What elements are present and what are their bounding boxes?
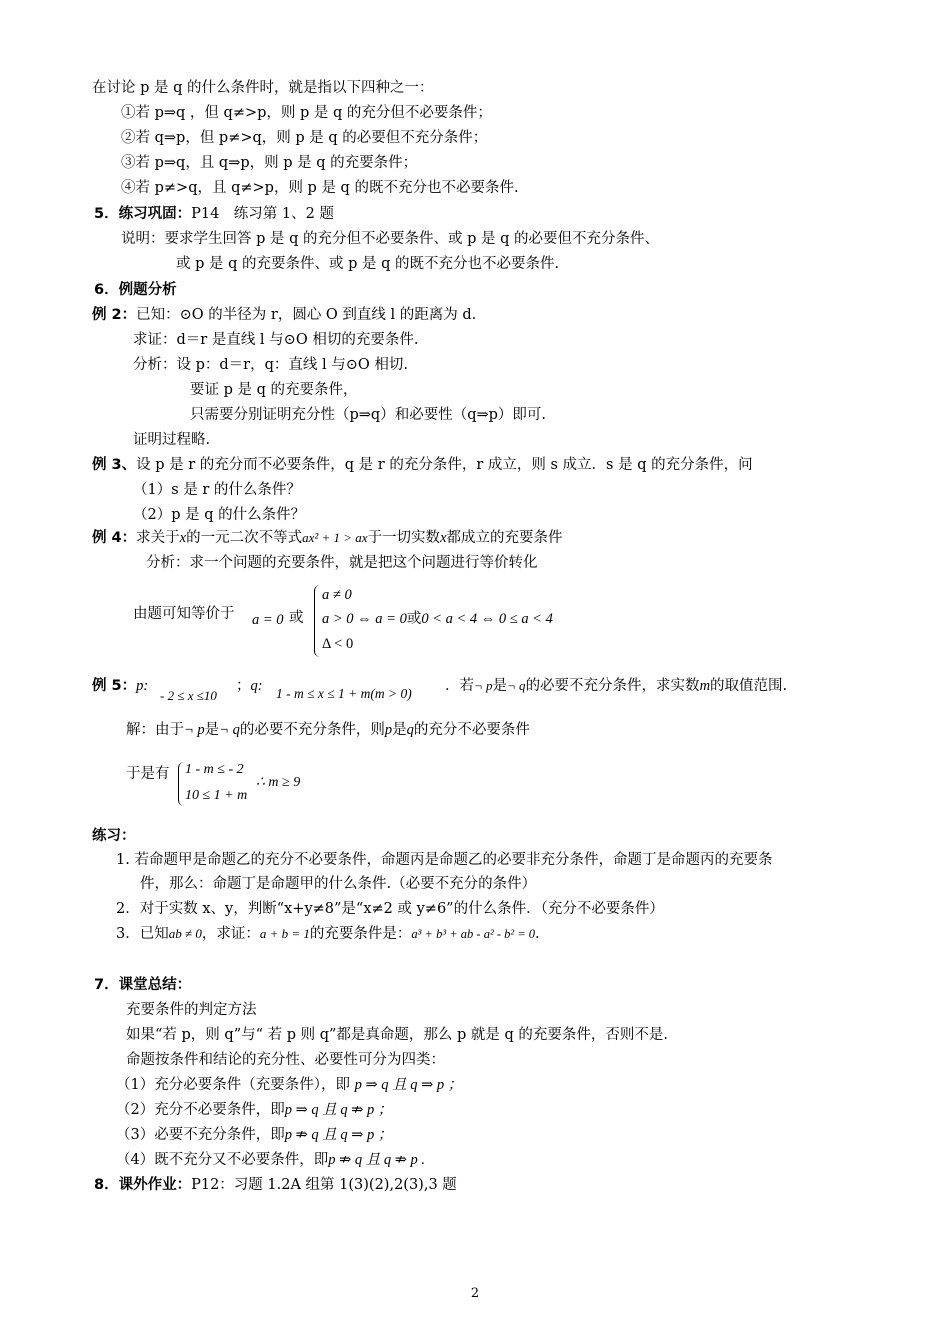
- condition-4: ④若 p≠>q，且 q≠>p，则 p 是 q 的既不充分也不必要条件.: [121, 180, 519, 196]
- condition-3: ③若 p⇒q，且 q⇒p，则 p 是 q 的充要条件；: [121, 155, 418, 171]
- section-8-text: P12：习题 1.2A 组第 1(3)(2),2(3),3 题: [191, 1177, 457, 1193]
- example-5-not-q: ¬ q: [507, 678, 526, 693]
- example-5-text-1: 若: [459, 678, 474, 694]
- condition-2: ②若 q⇒p，但 p≠>q，则 p 是 q 的必要但不充分条件；: [121, 130, 488, 146]
- example-2-label: 例 2：: [92, 307, 137, 323]
- example-4-system-row-2: [322, 609, 553, 629]
- example-3-text: 设 p 是 r 的充分而不必要条件，q 是 r 的充分条件，r 成立，则 s 成立．s 是 q 的充分条件，问: [136, 457, 753, 473]
- example-5-question: [445, 676, 787, 696]
- practice-item-3: [116, 924, 540, 944]
- practice-item-3-text-4: .: [535, 926, 540, 942]
- example-3-question-1: （1）s 是 r 的什么条件？: [133, 482, 301, 498]
- summary-kind-1: [116, 1075, 462, 1095]
- example-5-solution-3: 的必要不充分条件，则: [239, 722, 385, 738]
- page-number: 2: [470, 1286, 480, 1301]
- example-5-text-4: 的取值范围.: [710, 678, 788, 694]
- example-4: [92, 528, 563, 548]
- section-5-note-2: 或 p 是 q 的充要条件、或 p 是 q 的既不充分也不必要条件.: [176, 256, 560, 272]
- condition-1: ①若 p⇒q ，但 q≠>p，则 p 是 q 的充分但不必要条件；: [121, 105, 492, 121]
- practice-item-3-math-2: a + b = 1: [259, 926, 310, 941]
- example-4-inequality: ax² + 1 > ax: [302, 530, 368, 545]
- example-5-var-m: m: [699, 678, 711, 694]
- example-4-var-x: x: [179, 530, 187, 546]
- example-5-solution-q: q: [406, 722, 414, 738]
- example-4-text-4: 都成立的充要条件: [446, 530, 563, 546]
- practice-item-3-math-3: a³ + b³ + ab - a² - b² = 0: [411, 927, 536, 941]
- example-4-eq-prefix: 由题可知等价于: [133, 606, 235, 622]
- section-8: [94, 1175, 457, 1195]
- summary-line-2: 如果“若 p，则 q”与“ 若 p 则 q”都是真命题，那么 p 就是 q 的充要条件，否则不是.: [126, 1027, 669, 1043]
- example-4-var-x-2: x: [440, 530, 447, 546]
- practice-heading: 练习：: [92, 828, 136, 844]
- example-5-dot: ．: [445, 678, 460, 694]
- example-5: [92, 676, 148, 696]
- example-5-conclusion: ∴ m ≥ 9: [256, 775, 301, 790]
- summary-kind-3: [116, 1125, 392, 1145]
- section-7-heading: 7．课堂总结：: [94, 977, 192, 993]
- example-2-prove: 求证：d＝r 是直线 l 与⊙O 相切的充要条件.: [133, 332, 419, 348]
- summary-kind-4: [116, 1150, 425, 1170]
- example-3: [92, 455, 753, 475]
- example-4-equivalence: [133, 604, 235, 624]
- example-2-analysis-2: 只需要分别证明充分性（p⇒q）和必要性（q⇒p）即可.: [190, 407, 547, 423]
- summary-kind-2-text: （2）充分不必要条件，即: [116, 1102, 285, 1118]
- summary-kind-2-math: p ⇒ q 且 q ⇏ p ；: [284, 1102, 393, 1118]
- section-5-heading: 5．练习巩固：: [94, 206, 192, 222]
- practice-item-3-text-3: 的充要条件是：: [309, 926, 412, 942]
- example-4-analysis: 分析：求一个问题的充要条件，就是把这个问题进行等价转化: [146, 555, 538, 571]
- example-4-system-row-3: Δ < 0: [322, 636, 354, 652]
- summary-line-3: 命题按条件和结论的充分性、必要性可分为四类：: [126, 1052, 445, 1068]
- summary-kind-2: [116, 1100, 392, 1120]
- conditions-intro: 在讨论 p 是 q 的什么条件时，就是指以下四种之一：: [92, 80, 434, 96]
- example-4-brace: [314, 585, 321, 657]
- example-5-solution-1: 解：由于: [126, 722, 184, 738]
- example-4-system-row-2a: a > 0 ⇔ a = 0: [322, 611, 407, 627]
- example-2-analysis: 分析：设 p：d＝r，q：直线 l 与⊙O 相切.: [133, 357, 408, 373]
- example-5-text-3: 的必要不充分条件，求实数: [525, 678, 700, 694]
- example-5-system-row-1: 1 - m ≤ - 2: [185, 762, 244, 777]
- example-2-text: 已知：⊙O 的半径为 r，圆心 O 到直线 l 的距离为 d.: [136, 307, 477, 323]
- summary-kind-1-math: p ⇒ q 且 q ⇒ p ；: [354, 1077, 463, 1093]
- example-2: [92, 305, 476, 325]
- example-5-q: q:: [250, 678, 263, 694]
- example-2-proof-note: 证明过程略.: [133, 432, 211, 448]
- example-4-label: 例 4：: [92, 530, 137, 546]
- example-3-label: 例 3、: [92, 457, 137, 473]
- section-5-note-1: 说明：要求学生回答 p 是 q 的充分但不必要条件、或 p 是 q 的必要但不充分条件、: [121, 231, 659, 247]
- example-5-separator: [236, 676, 263, 696]
- example-4-or: 或: [289, 610, 304, 626]
- example-5-solution-p: p: [384, 722, 393, 738]
- example-5-solution-not-q: ¬ q: [219, 722, 240, 738]
- example-5-p-condition: - 2 ≤ x ≤10: [160, 688, 217, 703]
- example-4-text-2: 的一元二次不等式: [186, 530, 303, 546]
- example-5-label: 例 5：: [92, 678, 137, 694]
- summary-kind-3-text: （3）必要不充分条件，即: [116, 1127, 285, 1143]
- example-5-solution-not-p: ¬ p: [184, 722, 205, 738]
- example-5-solution: [126, 720, 530, 740]
- example-5-solution-4: 是: [392, 722, 407, 738]
- example-4-text-1: 求关于: [136, 530, 180, 546]
- example-5-q-condition: 1 - m ≤ x ≤ 1 + m(m > 0): [276, 686, 412, 701]
- example-4-text-3: 于一切实数: [367, 530, 441, 546]
- summary-line-1: 充要条件的判定方法: [126, 1002, 257, 1018]
- practice-item-3-text-2: ，求证：: [201, 926, 260, 942]
- summary-kind-3-math: p ⇏ q 且 q ⇒ p ；: [284, 1127, 393, 1143]
- example-5-solution-5: 的充分不必要条件: [413, 722, 530, 738]
- practice-item-1b: 件，那么：命题丁是命题甲的什么条件.（必要不充分的条件）: [140, 876, 537, 892]
- practice-item-3-math-1: ab ≠ 0: [168, 926, 202, 941]
- example-4-system-row-1: a ≠ 0: [322, 587, 352, 603]
- example-5-p: p:: [136, 678, 149, 694]
- section-6-heading: 6．例题分析: [94, 282, 177, 298]
- example-3-question-2: （2）p 是 q 的什么条件？: [133, 507, 306, 523]
- practice-item-3-text-1: 3．已知: [116, 926, 169, 942]
- practice-item-2: 2．对于实数 x、y，判断“x+y≠8”是“x≠2 或 y≠6”的什么条件．（充分不必要条件）: [116, 901, 664, 917]
- section-5-text: P14 练习第 1、2 题: [191, 206, 334, 222]
- example-5-not-p: ¬ p: [474, 678, 493, 693]
- example-4-a-zero: a = 0: [252, 612, 284, 628]
- example-5-text-2: 是: [492, 678, 508, 694]
- example-5-solution-2: 是: [204, 722, 220, 738]
- example-5-system-row-2: 10 ≤ 1 + m: [185, 788, 248, 803]
- summary-kind-4-text: （4）既不充分又不必要条件，即: [116, 1152, 329, 1168]
- section-5: [94, 204, 334, 224]
- example-5-semicolon: ；: [236, 678, 251, 694]
- example-2-analysis-1: 要证 p 是 q 的充要条件，: [190, 382, 358, 398]
- example-5-brace: [178, 762, 184, 806]
- summary-kind-4-math: p ⇏ q 且 q ⇏ p .: [328, 1152, 426, 1168]
- summary-kind-1-text: （1）充分必要条件（充要条件），即: [116, 1077, 350, 1093]
- example-4-system-row-2-or: 或: [406, 611, 422, 627]
- section-8-heading: 8．课外作业：: [94, 1177, 192, 1193]
- example-5-then: 于是有: [126, 766, 170, 782]
- example-4-system-row-2b: 0 < a < 4 ⇔ 0 ≤ a < 4: [421, 611, 553, 627]
- practice-item-1a: 1. 若命题甲是命题乙的充分不必要条件，命题丙是命题乙的必要非充分条件，命题丁是命题丙的充要条: [116, 852, 773, 868]
